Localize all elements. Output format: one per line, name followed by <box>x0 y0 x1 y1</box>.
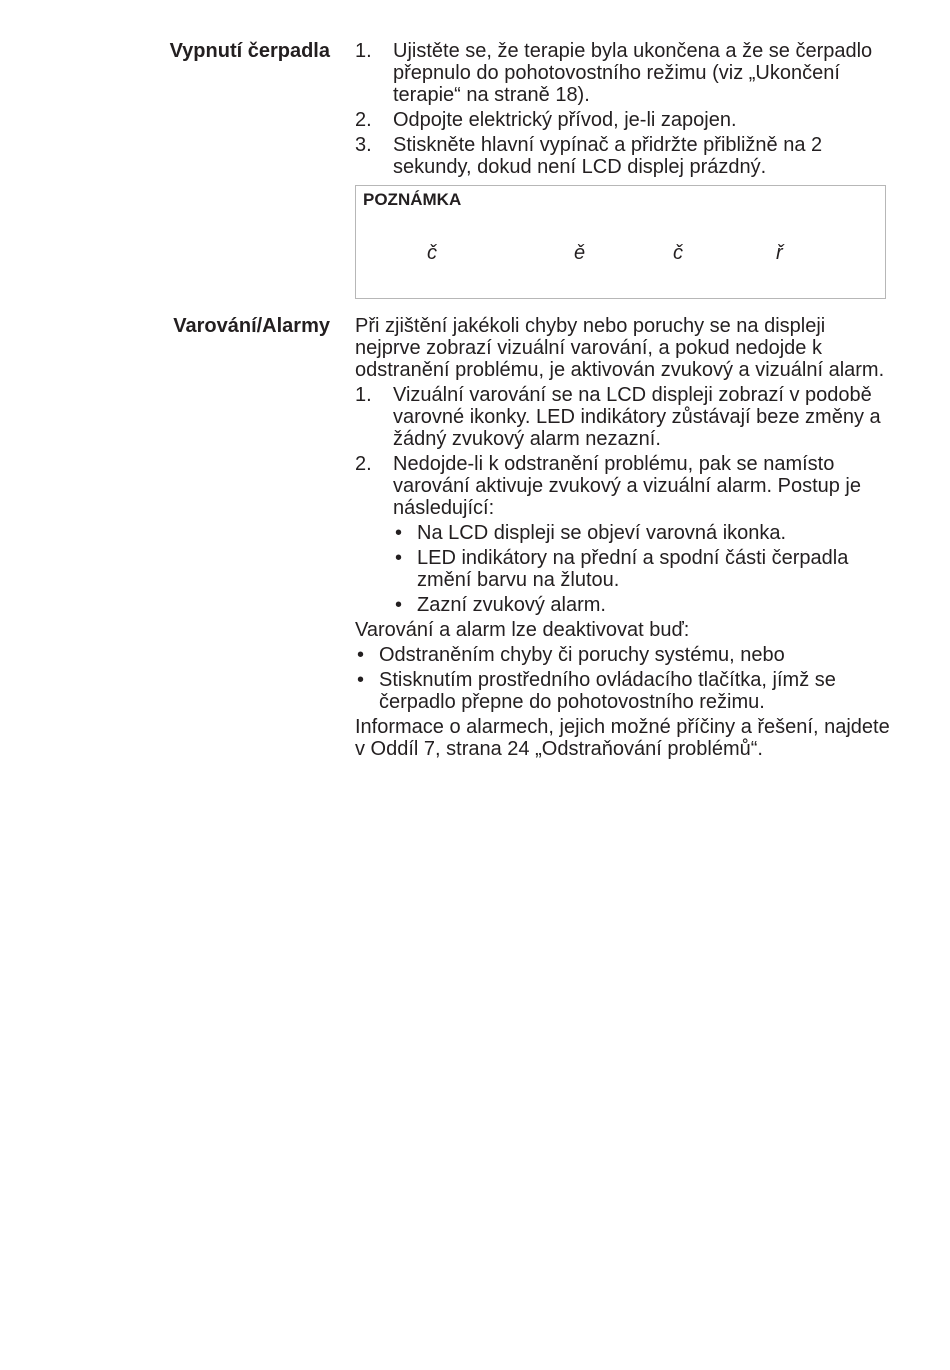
bullet-text: LED indikátory na přední a spodní části čerpadla změní barvu na žlutou. <box>417 547 849 591</box>
deactivate-bullets <box>355 644 895 713</box>
list-item <box>355 669 895 713</box>
note-char: č <box>427 242 437 264</box>
list-item <box>393 547 895 591</box>
step-text: Odpojte elektrický přívod, je-li zapojen. <box>393 109 737 131</box>
alarms-footer: Informace o alarmech, jejich možné příčiny a řešení, najdete v Oddíl 7, strana 24 „Odstraňování problémů“. <box>355 716 890 760</box>
alarms-content <box>355 315 895 760</box>
note-char: č <box>673 242 683 264</box>
alarms-step <box>355 453 895 616</box>
shutdown-steps <box>355 40 895 178</box>
alarms-steps <box>355 384 895 616</box>
bullet-text: Odstraněním chyby či poruchy systému, nebo <box>379 644 785 666</box>
bullet-text: Stisknutím prostředního ovládacího tlačítka, jímž se čerpadlo přepne do pohotovostního režimu. <box>379 669 836 713</box>
shutdown-step <box>355 134 895 178</box>
step-number: 2. <box>355 453 372 475</box>
step-text: Nedojde-li k odstranění problému, pak se namísto varování aktivuje zvukový a vizuální alarm. Postup je následující: <box>393 453 861 519</box>
shutdown-content <box>355 40 895 181</box>
alarms-heading: Varování/Alarmy <box>173 315 330 337</box>
shutdown-heading: Vypnutí čerpadla <box>169 40 330 62</box>
bullet: • <box>395 594 403 616</box>
note-box <box>355 185 886 299</box>
alarm-sub-bullets <box>393 522 895 616</box>
bullet: • <box>395 522 403 544</box>
step-number: 2. <box>355 109 372 131</box>
bullet-text: Zazní zvukový alarm. <box>417 594 606 616</box>
step-text: Stiskněte hlavní vypínač a přidržte přibližně na 2 sekundy, dokud není LCD displej prázdný. <box>393 134 823 178</box>
alarms-intro: Při zjištění jakékoli chyby nebo poruchy se na displeji nejprve zobrazí vizuální varování, a pokud nedojde k odstranění problému, je aktivován zvukový a vizuální alarm. <box>355 315 885 381</box>
bullet: • <box>395 547 403 569</box>
step-text: Ujistěte se, že terapie byla ukončena a že se čerpadlo přepnulo do pohotovostního režimu (viz „Ukončení terapie“ na straně 18). <box>393 40 873 106</box>
bullet: • <box>357 669 365 691</box>
shutdown-step <box>355 109 895 131</box>
alarms-step <box>355 384 895 450</box>
bullet: • <box>357 644 365 666</box>
list-item <box>393 594 895 616</box>
bullet-text: Na LCD displeji se objeví varovná ikonka. <box>417 522 787 544</box>
step-text: Vizuální varování se na LCD displeji zobrazí v podobě varovné ikonky. LED indikátory zůstávají beze změny a žádný zvukový alarm nezazní. <box>393 384 881 450</box>
step-number: 1. <box>355 40 372 62</box>
shutdown-step <box>355 40 895 106</box>
step-number: 3. <box>355 134 372 156</box>
note-char: ě <box>574 242 586 264</box>
deactivate-intro: Varování a alarm lze deaktivovat buď: <box>355 619 690 641</box>
note-char: ř <box>776 242 783 264</box>
list-item <box>355 644 895 666</box>
list-item <box>393 522 895 544</box>
step-number: 1. <box>355 384 372 406</box>
note-title: POZNÁMKA <box>363 190 462 209</box>
